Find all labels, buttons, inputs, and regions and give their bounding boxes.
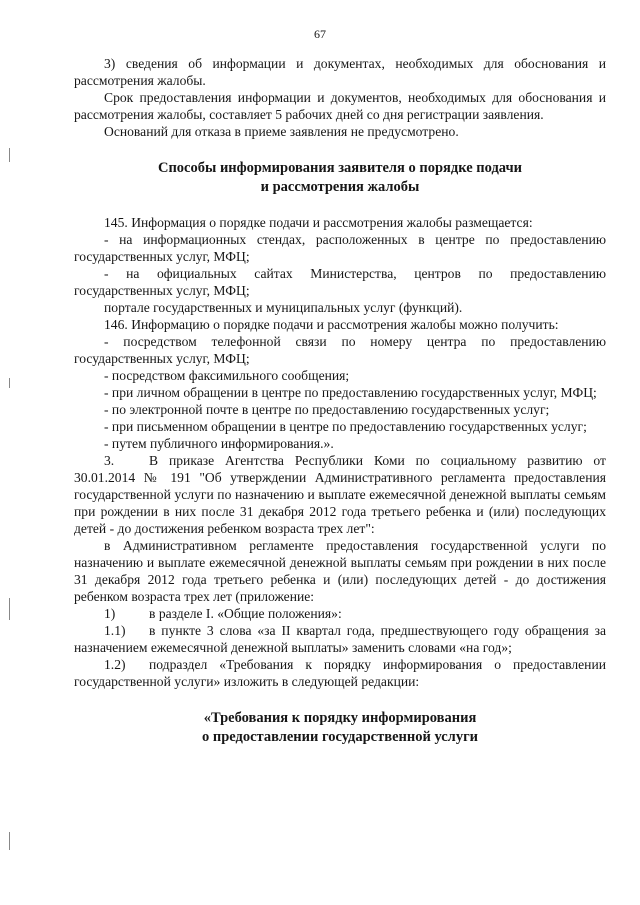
paragraph: в Административном регламенте предоставления государственной услуги по назначению и выплате ежемесячной денежной выплаты семьям при рождении в них после 31 декабря 2012 года третьего ребенка и (или) последующих детей - до достижения ребенком возраста трех лет (приложение: bbox=[74, 538, 606, 604]
list-item: - при личном обращении в центре по предоставлению государственных услуг, МФЦ; bbox=[104, 385, 597, 400]
paragraph: 3) сведения об информации и документах, необходимых для обоснования и рассмотрения жалобы. bbox=[74, 56, 606, 88]
paragraph: 145. Информация о порядке подачи и рассмотрения жалобы размещается: bbox=[104, 215, 533, 230]
numbered-item bbox=[74, 622, 606, 656]
list-item: портале государственных и муниципальных услуг (функций). bbox=[104, 300, 463, 315]
numbered-item bbox=[74, 605, 606, 622]
list-item: - посредством факсимильного сообщения; bbox=[104, 368, 350, 383]
item-text: в разделе I. «Общие положения»: bbox=[149, 606, 342, 621]
item-text: в пункте 3 слова «за II квартал года, предшествующего году обращения за назначением ежемесячной денежной выплаты» заменить словами «на год»; bbox=[74, 623, 606, 655]
paragraph: 146. Информацию о порядке подачи и рассмотрения жалобы можно получить: bbox=[104, 317, 559, 332]
numbered-item bbox=[74, 452, 606, 537]
scan-mark bbox=[9, 148, 10, 162]
paragraph: Оснований для отказа в приеме заявления не предусмотрено. bbox=[104, 124, 459, 139]
section-heading bbox=[74, 709, 606, 747]
heading-line: «Требования к порядку информирования bbox=[203, 710, 477, 726]
item-number: 1) bbox=[104, 606, 116, 621]
item-number: 3. bbox=[104, 453, 115, 468]
list-item: - на информационных стендах, расположенных в центре по предоставлению государственных услуг, МФЦ; bbox=[74, 232, 606, 264]
list-item: - по электронной почте в центре по предоставлению государственных услуг; bbox=[104, 402, 550, 417]
list-item: - путем публичного информирования.». bbox=[104, 436, 334, 451]
item-text: В приказе Агентства Республики Коми по социальному развитию от 30.01.2014 № 191 "Об утверждении Административного регламента предоставления государственной услуги по назначению и выплате ежемесячной денежной выплаты семьям при рождении в них после 31 декабря 2012 года третьего ребенка и (или) последующих детей - до достижения ребенком возраста трех лет": bbox=[74, 453, 606, 536]
scan-mark bbox=[9, 378, 10, 388]
paragraph: Срок предоставления информации и документов, необходимых для обоснования и рассмотрения жалобы, составляет 5 рабочих дней со дня регистрации заявления. bbox=[74, 90, 606, 122]
page-number: 67 bbox=[314, 27, 326, 41]
list-item: - при письменном обращении в центре по предоставлению государственных услуг; bbox=[104, 419, 587, 434]
document-body bbox=[74, 55, 606, 747]
heading-line: Способы информирования заявителя о порядке подачи bbox=[157, 160, 522, 176]
numbered-item bbox=[74, 656, 606, 690]
item-text: подраздел «Требования к порядку информирования о предоставлении государственной услуги» изложить в следующей редакции: bbox=[74, 657, 606, 689]
scan-mark bbox=[9, 832, 10, 850]
heading-line: и рассмотрения жалобы bbox=[260, 179, 420, 195]
item-number: 1.1) bbox=[104, 623, 126, 638]
list-item: - посредством телефонной связи по номеру центра по предоставлению государственных услуг, МФЦ; bbox=[74, 334, 606, 366]
item-number: 1.2) bbox=[104, 657, 126, 672]
scan-mark bbox=[9, 598, 10, 620]
heading-line: о предоставлении государственной услуги bbox=[201, 729, 479, 745]
list-item: - на официальных сайтах Министерства, центров по предоставлению государственных услуг, МФЦ; bbox=[74, 266, 606, 298]
section-heading bbox=[74, 159, 606, 197]
